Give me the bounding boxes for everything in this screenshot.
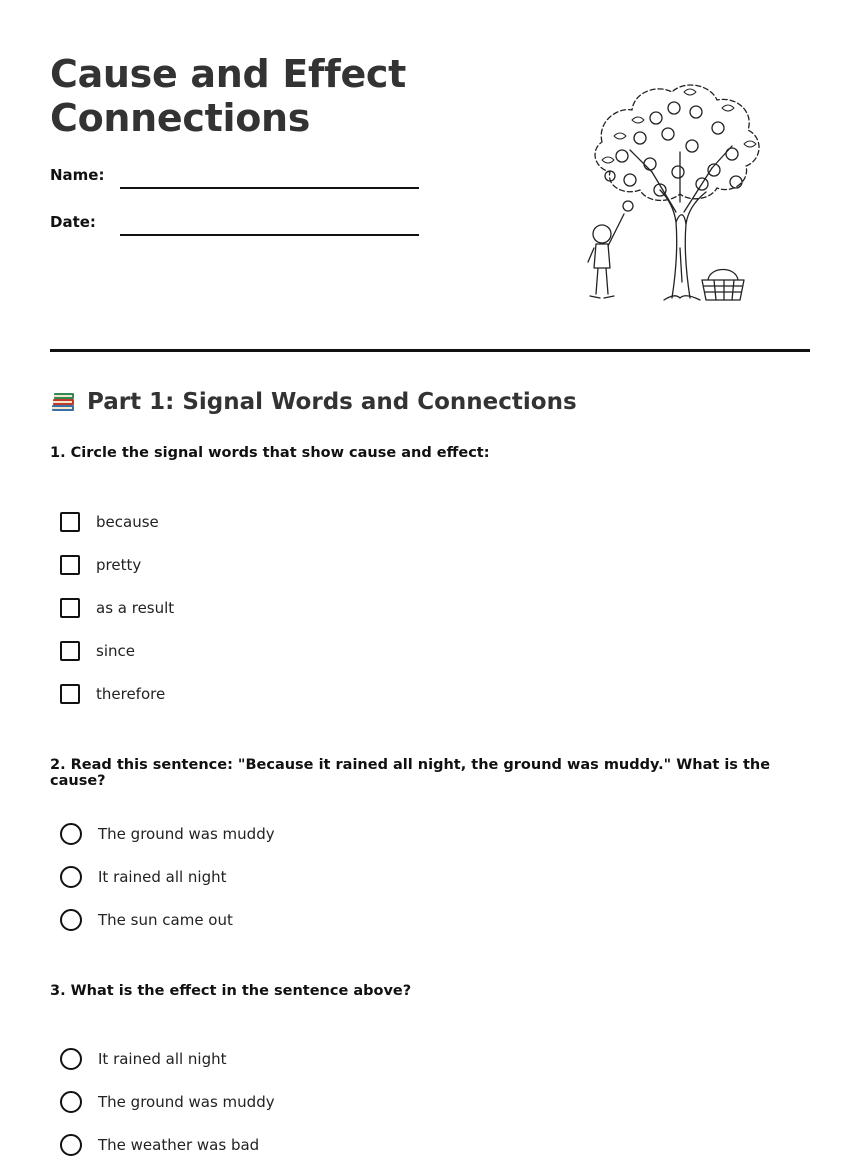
option-label: The sun came out [98,910,233,929]
option-label: since [96,641,135,660]
option-label: because [96,512,159,531]
option-label: It rained all night [98,1049,227,1068]
option-sun-came-out[interactable] [60,898,275,941]
option-ground-muddy[interactable] [60,812,275,855]
apple-tree-illustration [572,72,772,308]
radio-button[interactable] [60,823,82,845]
question-1-options [60,500,174,715]
option-rained-all-night[interactable] [60,1037,275,1080]
part1-heading-text: Part 1: Signal Words and Connections [87,388,577,415]
question-1-prompt: 1. Circle the signal words that show cause and effect: [50,445,490,461]
option-ground-muddy[interactable] [60,1080,275,1123]
option-because[interactable] [60,500,174,543]
checkbox[interactable] [60,684,80,704]
option-as-a-result[interactable] [60,586,174,629]
part1-heading [50,388,577,415]
option-therefore[interactable] [60,672,174,715]
section-divider [50,349,810,352]
option-label: pretty [96,555,142,574]
option-weather-bad[interactable] [60,1123,275,1166]
worksheet-page [50,0,810,1161]
option-label: as a result [96,598,175,617]
radio-button[interactable] [60,866,82,888]
checkbox[interactable] [60,555,80,575]
option-label: The ground was muddy [98,824,275,843]
books-icon [50,388,77,415]
option-pretty[interactable] [60,543,174,586]
question-2-options [60,812,275,941]
title-line-1: Cause and Effect [50,52,407,96]
radio-button[interactable] [60,1091,82,1113]
title-line-2: Connections [50,96,311,140]
option-rained-all-night[interactable] [60,855,275,898]
question-2-prompt: 2. Read this sentence: "Because it rained all night, the ground was muddy." What is the cause? [50,757,771,789]
option-label: The weather was bad [98,1135,260,1154]
radio-button[interactable] [60,1134,82,1156]
checkbox[interactable] [60,598,80,618]
radio-button[interactable] [60,1048,82,1070]
radio-button[interactable] [60,909,82,931]
worksheet-title [50,52,470,140]
option-label: It rained all night [98,867,227,886]
option-label: therefore [96,684,166,703]
option-label: The ground was muddy [98,1092,275,1111]
question-3-options [60,1037,275,1166]
date-field[interactable] [120,234,419,236]
question-3-prompt: 3. What is the effect in the sentence above? [50,983,412,999]
date-label: Date: [50,213,96,231]
checkbox[interactable] [60,512,80,532]
name-field[interactable] [120,187,419,189]
checkbox[interactable] [60,641,80,661]
name-label: Name: [50,166,105,184]
option-since[interactable] [60,629,174,672]
